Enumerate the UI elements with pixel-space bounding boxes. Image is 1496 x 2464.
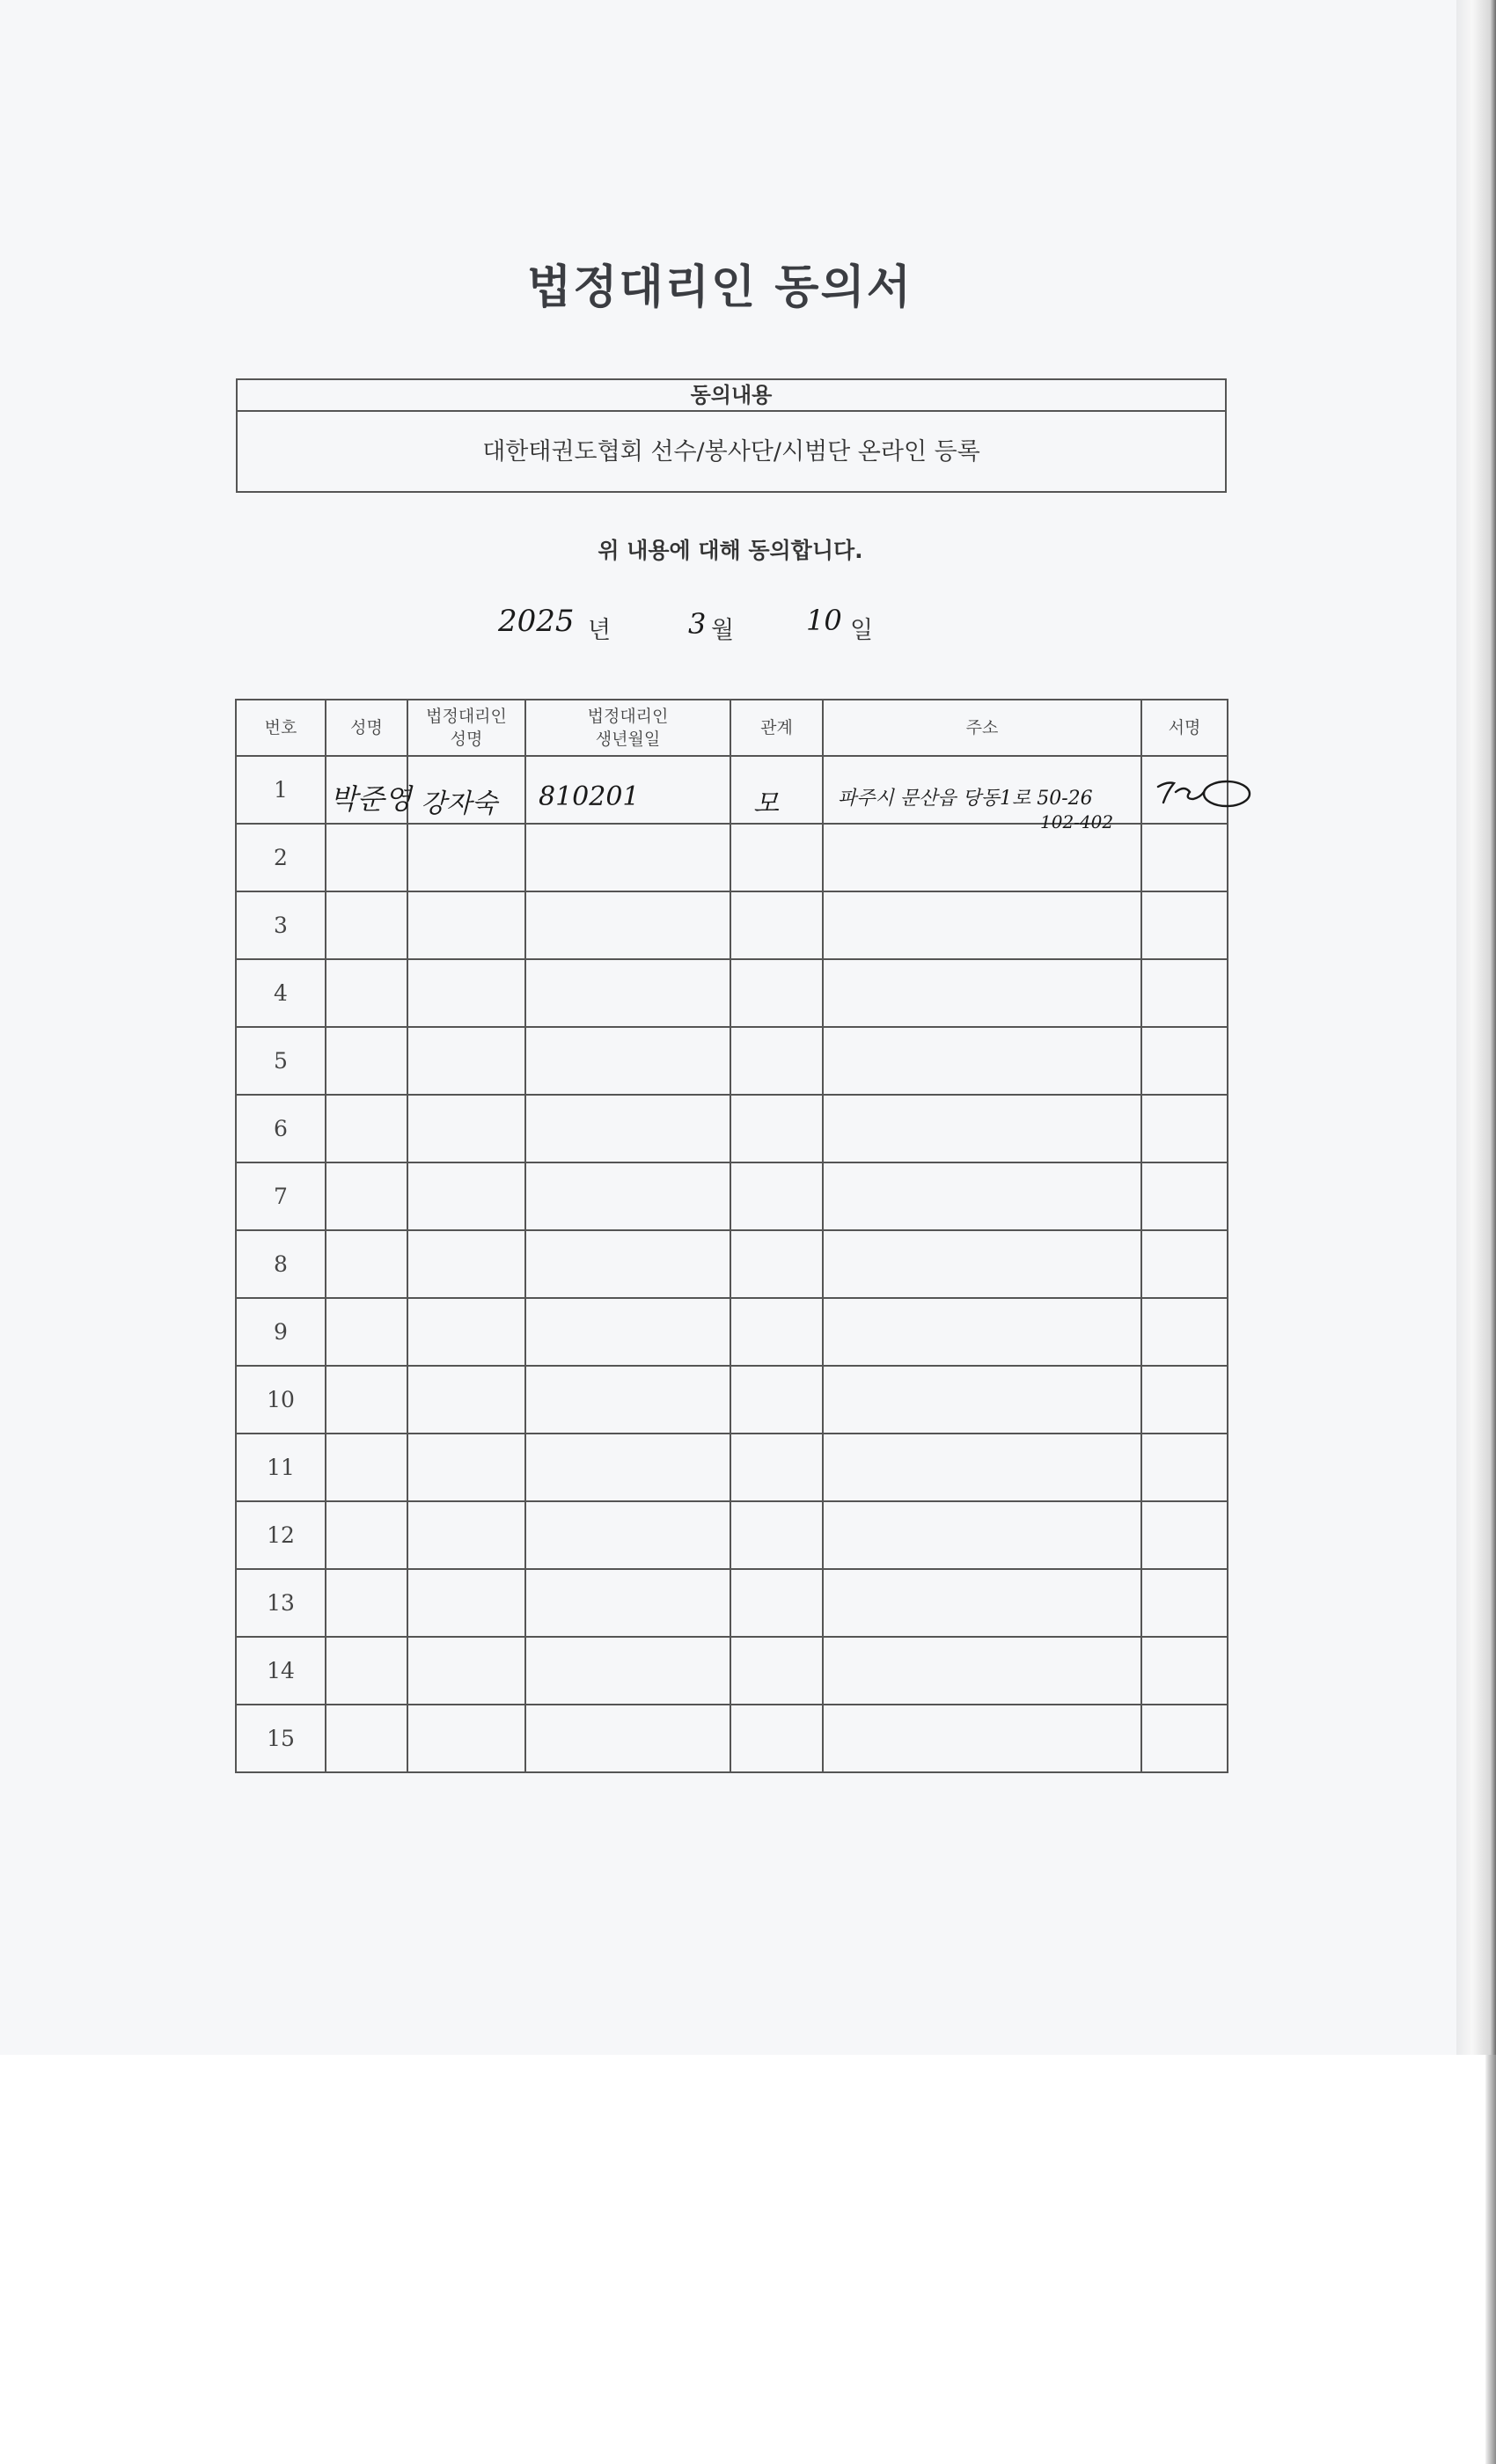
row-number: 14 bbox=[236, 1637, 326, 1705]
table-row bbox=[236, 1298, 1228, 1366]
table-row bbox=[236, 1230, 1228, 1298]
consent-box bbox=[236, 378, 1227, 493]
table-row bbox=[236, 1095, 1228, 1162]
row-number: 9 bbox=[236, 1298, 326, 1366]
table-row bbox=[236, 1434, 1228, 1501]
handwritten-name: 박준영 bbox=[330, 782, 412, 816]
row-number: 13 bbox=[236, 1569, 326, 1637]
handwritten-guardian-dob: 810201 bbox=[539, 781, 640, 812]
header-relation: 관계 bbox=[730, 700, 823, 756]
header-number: 번호 bbox=[236, 700, 326, 756]
table-row bbox=[236, 1366, 1228, 1434]
handwritten-address-line1: 파주시 문산읍 당동1로 50-26 bbox=[838, 788, 1093, 810]
consent-content: 대한태권도협회 선수/봉사단/시범단 온라인 등록 bbox=[482, 438, 980, 466]
header-guardian-name-line2: 성명 bbox=[450, 730, 483, 749]
agreement-statement: 위 내용에 대해 동의합니다. bbox=[598, 538, 863, 563]
row-number: 15 bbox=[236, 1705, 326, 1772]
row-number: 6 bbox=[236, 1095, 326, 1162]
table-row bbox=[236, 959, 1228, 1027]
header-address: 주소 bbox=[823, 700, 1141, 756]
row-number: 4 bbox=[236, 959, 326, 1027]
header-guardian-dob bbox=[525, 700, 730, 756]
document-title: 법정대리인 동의서 bbox=[527, 261, 913, 314]
row-number: 3 bbox=[236, 891, 326, 959]
header-guardian-name-line1: 법정대리인 bbox=[426, 707, 507, 726]
row-number: 11 bbox=[236, 1434, 326, 1501]
date-year-label: 년 bbox=[588, 617, 612, 644]
header-guardian-dob-line1: 법정대리인 bbox=[587, 707, 669, 726]
guardian-roster-table bbox=[235, 699, 1228, 1773]
handwritten-signature bbox=[1155, 773, 1257, 815]
date-day-label: 일 bbox=[850, 617, 874, 644]
table-row bbox=[236, 1501, 1228, 1569]
date-month-label: 월 bbox=[711, 617, 735, 644]
row-number: 8 bbox=[236, 1230, 326, 1298]
row-number: 12 bbox=[236, 1501, 326, 1569]
row-number: 7 bbox=[236, 1162, 326, 1230]
date-day-value: 10 bbox=[806, 604, 842, 637]
table-row bbox=[236, 824, 1228, 891]
header-name: 성명 bbox=[326, 700, 407, 756]
table-row bbox=[236, 1705, 1228, 1772]
scan-edge-shadow bbox=[1456, 0, 1496, 2055]
header-signature: 서명 bbox=[1141, 700, 1228, 756]
header-guardian-name bbox=[407, 700, 525, 756]
table-row bbox=[236, 1027, 1228, 1095]
date-year-value: 2025 bbox=[498, 604, 575, 639]
table-row bbox=[236, 891, 1228, 959]
row-number: 2 bbox=[236, 824, 326, 891]
header-guardian-dob-line2: 생년월일 bbox=[595, 730, 661, 749]
table-row bbox=[236, 1569, 1228, 1637]
table-header-row bbox=[236, 700, 1228, 756]
handwritten-guardian-name: 강자숙 bbox=[421, 788, 497, 819]
consent-header: 동의내용 bbox=[238, 380, 1225, 412]
row-number: 10 bbox=[236, 1366, 326, 1434]
handwritten-relation: 모 bbox=[753, 788, 779, 819]
scan-edge-shadow-lower bbox=[1485, 2055, 1496, 2464]
table-row bbox=[236, 1162, 1228, 1230]
handwritten-address-line2: 102-402 bbox=[1040, 811, 1114, 832]
row-number: 1 bbox=[236, 756, 326, 824]
date-month-value: 3 bbox=[688, 607, 707, 641]
row-number: 5 bbox=[236, 1027, 326, 1095]
table-row bbox=[236, 1637, 1228, 1705]
